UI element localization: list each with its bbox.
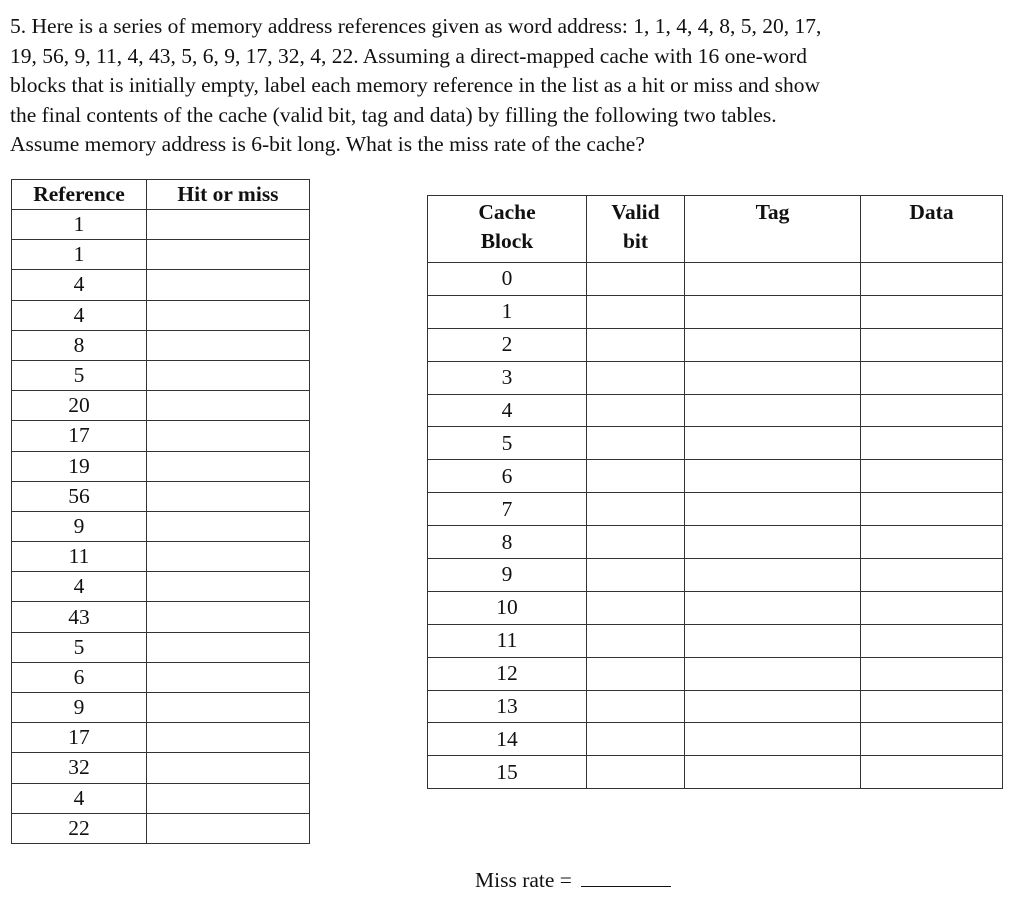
reference-row xyxy=(12,421,310,451)
data-cell[interactable] xyxy=(861,657,1003,690)
valid-bit-cell[interactable] xyxy=(587,394,685,427)
reference-row xyxy=(12,511,310,541)
cache-block-number: 10 xyxy=(428,591,587,624)
reference-row xyxy=(12,391,310,421)
hit-or-miss-cell[interactable] xyxy=(147,300,310,330)
hit-or-miss-cell[interactable] xyxy=(147,511,310,541)
tag-cell[interactable] xyxy=(685,361,861,394)
reference-row xyxy=(12,330,310,360)
reference-value: 17 xyxy=(12,723,147,753)
hit-or-miss-cell[interactable] xyxy=(147,421,310,451)
cache-block-number: 12 xyxy=(428,657,587,690)
valid-bit-cell[interactable] xyxy=(587,657,685,690)
miss-rate-label: Miss rate = xyxy=(475,868,572,892)
valid-bit-header-line2: bit xyxy=(622,229,649,253)
reference-row xyxy=(12,632,310,662)
cache-block-number: 3 xyxy=(428,361,587,394)
tag-cell[interactable] xyxy=(685,460,861,493)
hit-or-miss-cell[interactable] xyxy=(147,391,310,421)
reference-value: 6 xyxy=(12,662,147,692)
tag-cell[interactable] xyxy=(685,591,861,624)
cache-block-number: 2 xyxy=(428,328,587,361)
tag-cell[interactable] xyxy=(685,723,861,756)
hit-or-miss-cell[interactable] xyxy=(147,662,310,692)
cache-block-number: 6 xyxy=(428,460,587,493)
question-line: blocks that is initially empty, label each memory reference in the list as a hit or miss and show xyxy=(10,73,821,97)
data-cell[interactable] xyxy=(861,690,1003,723)
cache-row xyxy=(428,361,1003,394)
reference-row xyxy=(12,723,310,753)
hit-or-miss-cell[interactable] xyxy=(147,693,310,723)
reference-value: 9 xyxy=(12,693,147,723)
hit-or-miss-header: Hit or miss xyxy=(147,180,310,210)
cache-block-number: 1 xyxy=(428,295,587,328)
cache-block-number: 13 xyxy=(428,690,587,723)
cache-row xyxy=(428,394,1003,427)
hit-or-miss-cell[interactable] xyxy=(147,240,310,270)
question-line: 19, 56, 9, 11, 4, 43, 5, 6, 9, 17, 32, 4, 22. Assuming a direct-mapped cache with 16 one-word xyxy=(10,43,807,68)
hit-or-miss-cell[interactable] xyxy=(147,451,310,481)
reference-header: Reference xyxy=(12,180,147,210)
reference-value: 4 xyxy=(12,572,147,602)
tag-cell[interactable] xyxy=(685,756,861,789)
hit-or-miss-cell[interactable] xyxy=(147,270,310,300)
reference-row xyxy=(12,783,310,813)
reference-row xyxy=(12,542,310,572)
cache-block-number: 4 xyxy=(428,394,587,427)
hit-or-miss-cell[interactable] xyxy=(147,572,310,602)
cache-block-number: 0 xyxy=(428,263,587,296)
tag-cell[interactable] xyxy=(685,427,861,460)
cache-row xyxy=(428,624,1003,657)
data-cell[interactable] xyxy=(861,624,1003,657)
reference-row xyxy=(12,451,310,481)
hit-or-miss-cell[interactable] xyxy=(147,542,310,572)
valid-bit-cell[interactable] xyxy=(587,526,685,559)
reference-row xyxy=(12,240,310,270)
data-cell[interactable] xyxy=(861,263,1003,296)
cache-block-number: 5 xyxy=(428,427,587,460)
cache-block-number: 11 xyxy=(428,624,587,657)
data-cell[interactable] xyxy=(861,723,1003,756)
reference-value: 4 xyxy=(12,783,147,813)
data-cell[interactable] xyxy=(861,361,1003,394)
tag-cell[interactable] xyxy=(685,263,861,296)
question-line: the final contents of the cache (valid bit, tag and data) by filling the following two tables. xyxy=(10,102,777,127)
hit-or-miss-cell[interactable] xyxy=(147,783,310,813)
reference-value: 43 xyxy=(12,602,147,632)
cache-row xyxy=(428,756,1003,789)
reference-value: 1 xyxy=(12,210,147,240)
reference-row xyxy=(12,602,310,632)
reference-value: 56 xyxy=(12,481,147,511)
valid-bit-cell[interactable] xyxy=(587,460,685,493)
cache-row xyxy=(428,295,1003,328)
valid-bit-cell[interactable] xyxy=(587,263,685,296)
reference-row xyxy=(12,572,310,602)
cache-row xyxy=(428,328,1003,361)
hit-or-miss-cell[interactable] xyxy=(147,753,310,783)
cache-row xyxy=(428,526,1003,559)
valid-bit-header xyxy=(587,196,685,263)
data-cell[interactable] xyxy=(861,591,1003,624)
reference-row xyxy=(12,481,310,511)
reference-row xyxy=(12,210,310,240)
cache-block-number: 8 xyxy=(428,526,587,559)
valid-bit-cell[interactable] xyxy=(587,427,685,460)
valid-bit-cell[interactable] xyxy=(587,723,685,756)
tag-cell[interactable] xyxy=(685,295,861,328)
miss-rate xyxy=(475,866,671,893)
valid-bit-cell[interactable] xyxy=(587,756,685,789)
tag-header: Tag xyxy=(685,196,861,263)
hit-or-miss-cell[interactable] xyxy=(147,813,310,843)
hit-or-miss-cell[interactable] xyxy=(147,481,310,511)
tag-cell[interactable] xyxy=(685,328,861,361)
data-cell[interactable] xyxy=(861,460,1003,493)
data-cell[interactable] xyxy=(861,295,1003,328)
valid-bit-cell[interactable] xyxy=(587,591,685,624)
hit-or-miss-cell[interactable] xyxy=(147,723,310,753)
valid-bit-cell[interactable] xyxy=(587,690,685,723)
reference-value: 11 xyxy=(12,542,147,572)
tag-cell[interactable] xyxy=(685,657,861,690)
data-cell[interactable] xyxy=(861,427,1003,460)
cache-row xyxy=(428,723,1003,756)
tag-cell[interactable] xyxy=(685,559,861,592)
data-cell[interactable] xyxy=(861,328,1003,361)
cache-block-number: 9 xyxy=(428,559,587,592)
reference-value: 32 xyxy=(12,753,147,783)
reference-row xyxy=(12,813,310,843)
valid-bit-cell[interactable] xyxy=(587,361,685,394)
data-cell[interactable] xyxy=(861,559,1003,592)
cache-row xyxy=(428,559,1003,592)
cache-table xyxy=(427,195,1003,789)
reference-value: 9 xyxy=(12,511,147,541)
cache-row xyxy=(428,427,1003,460)
question-line: Assume memory address is 6-bit long. What is the miss rate of the cache? xyxy=(10,132,645,156)
hit-or-miss-cell[interactable] xyxy=(147,632,310,662)
reference-value: 4 xyxy=(12,300,147,330)
hit-or-miss-cell[interactable] xyxy=(147,330,310,360)
reference-value: 22 xyxy=(12,813,147,843)
valid-bit-cell[interactable] xyxy=(587,295,685,328)
valid-bit-header-line1: Valid xyxy=(611,200,660,224)
reference-value: 1 xyxy=(12,240,147,270)
reference-value: 19 xyxy=(12,451,147,481)
data-cell[interactable] xyxy=(861,756,1003,789)
tag-cell[interactable] xyxy=(685,493,861,526)
valid-bit-cell[interactable] xyxy=(587,624,685,657)
reference-row xyxy=(12,360,310,390)
tag-cell[interactable] xyxy=(685,624,861,657)
reference-value: 20 xyxy=(12,391,147,421)
data-cell[interactable] xyxy=(861,394,1003,427)
data-header: Data xyxy=(861,196,1003,263)
reference-row xyxy=(12,662,310,692)
valid-bit-cell[interactable] xyxy=(587,559,685,592)
reference-row xyxy=(12,300,310,330)
reference-value: 8 xyxy=(12,330,147,360)
reference-value: 17 xyxy=(12,421,147,451)
tag-cell[interactable] xyxy=(685,526,861,559)
cache-block-header-line2: Block xyxy=(480,229,534,253)
data-cell[interactable] xyxy=(861,493,1003,526)
reference-table xyxy=(11,179,310,844)
valid-bit-cell[interactable] xyxy=(587,328,685,361)
cache-row xyxy=(428,690,1003,723)
data-cell[interactable] xyxy=(861,526,1003,559)
cache-row xyxy=(428,460,1003,493)
cache-row xyxy=(428,591,1003,624)
reference-value: 5 xyxy=(12,360,147,390)
cache-row xyxy=(428,493,1003,526)
reference-value: 4 xyxy=(12,270,147,300)
question-text xyxy=(10,12,1010,160)
reference-row xyxy=(12,270,310,300)
cache-block-number: 14 xyxy=(428,723,587,756)
valid-bit-cell[interactable] xyxy=(587,493,685,526)
question-line: 5. Here is a series of memory address references given as word address: 1, 1, 4, 4, 8, 5, 20, 17, xyxy=(10,14,822,38)
hit-or-miss-cell[interactable] xyxy=(147,210,310,240)
reference-row xyxy=(12,693,310,723)
hit-or-miss-cell[interactable] xyxy=(147,360,310,390)
cache-block-number: 15 xyxy=(428,756,587,789)
hit-or-miss-cell[interactable] xyxy=(147,602,310,632)
reference-value: 5 xyxy=(12,632,147,662)
tag-cell[interactable] xyxy=(685,690,861,723)
cache-row xyxy=(428,657,1003,690)
tag-cell[interactable] xyxy=(685,394,861,427)
reference-row xyxy=(12,753,310,783)
cache-row xyxy=(428,263,1003,296)
cache-block-number: 7 xyxy=(428,493,587,526)
cache-block-header xyxy=(428,196,587,263)
cache-block-header-line1: Cache xyxy=(478,200,536,224)
miss-rate-blank[interactable] xyxy=(581,866,671,887)
